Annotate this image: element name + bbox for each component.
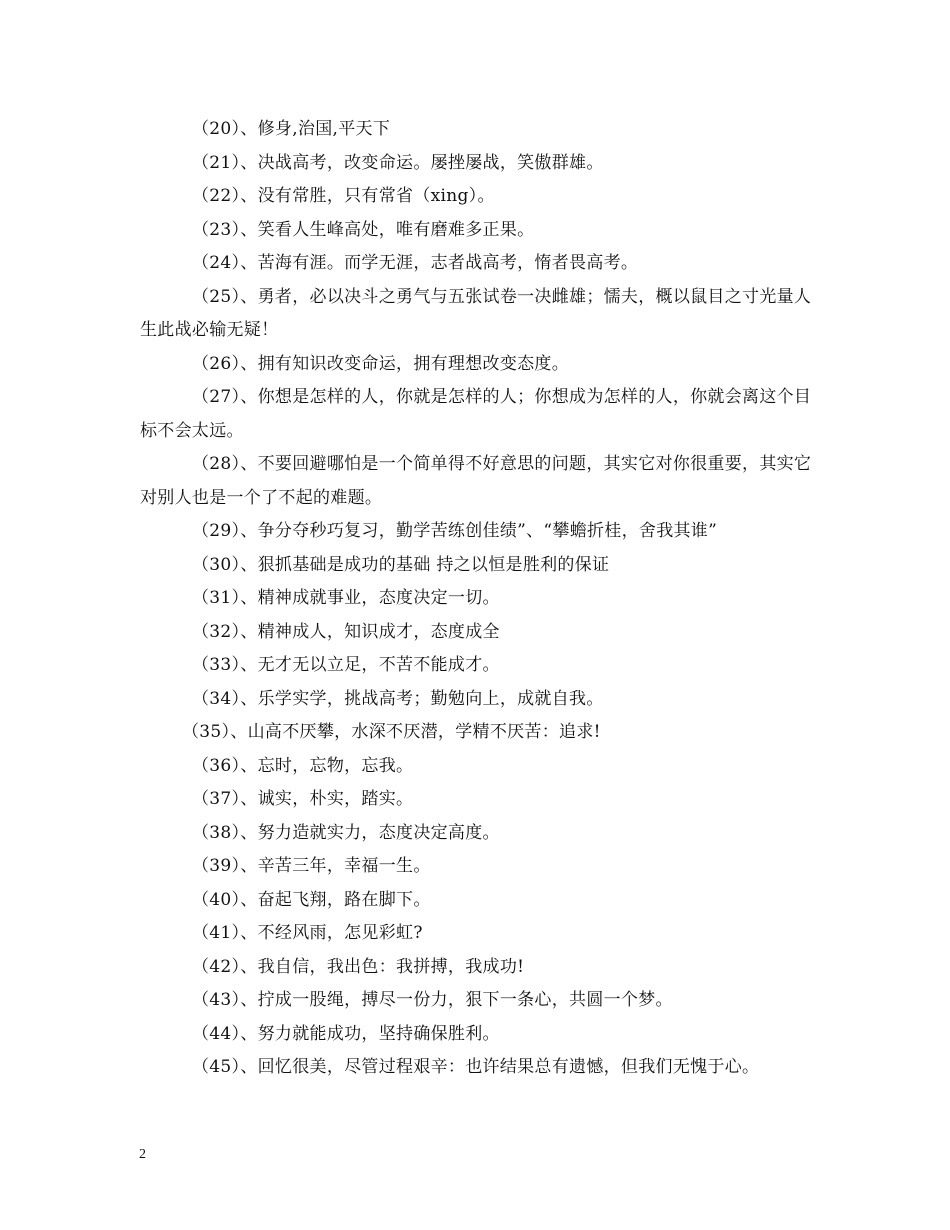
list-item: （36）、忘时，忘物，忘我。: [192, 755, 414, 776]
list-item: （40）、奋起飞翔，路在脚下。: [192, 889, 431, 910]
document-body: [140, 113, 815, 1085]
list-item: （35）、山高不厌攀，水深不厌潜，学精不厌苦：追求!: [182, 722, 601, 742]
list-item: （31）、精神成就事业，态度决定一切。: [192, 588, 500, 608]
list-item: （21）、决战高考，改变命运。屡挫屡战，笑傲群雄。: [192, 152, 604, 173]
list-item: （39）、辛苦三年，幸福一生。: [192, 856, 431, 876]
list-item: （32）、精神成人，知识成才，态度成全: [192, 621, 500, 642]
list-item: （24）、苦海有涯。而学无涯，志者战高考，惰者畏高考。: [192, 253, 639, 273]
list-item: （34）、乐学实学，挑战高考；勤勉向上，成就自我。: [192, 688, 604, 709]
list-item: （44）、努力就能成功，坚持确保胜利。: [192, 1023, 500, 1044]
list-item: （42）、我自信，我出色：我拼搏，我成功!: [192, 956, 525, 977]
list-item: （25）、勇者，必以决斗之勇气与五张试卷一决雌雄；懦夫，概以鼠目之寸光量人生此战必输无疑！: [140, 286, 812, 340]
list-item: （29）、争分夺秒巧复习，勤学苦练创佳绩”、“攀蟾折桂，舍我其谁”: [192, 521, 718, 541]
list-item: （37）、诚实，朴实，踏实。: [192, 789, 414, 809]
list-item: （22）、没有常胜，只有常省（xing）。: [192, 186, 495, 206]
list-item: （33）、无才无以立足，不苦不能成才。: [192, 655, 500, 675]
page-number: 2: [139, 1147, 146, 1162]
list-item: （43）、拧成一股绳，搏尽一份力，狠下一条心，共圆一个梦。: [192, 990, 673, 1010]
list-item: （23）、笑看人生峰高处，唯有磨难多正果。: [192, 219, 535, 240]
list-item: （28）、不要回避哪怕是一个简单得不好意思的问题，其实它对你很重要，其实它对别人也是一个了不起的难题。: [140, 454, 812, 508]
list-item: （38）、努力造就实力，态度决定高度。: [192, 822, 500, 843]
list-item: （20）、修身,治国,平天下: [192, 119, 391, 139]
list-item: （45）、回忆很美，尽管过程艰辛：也许结果总有遗憾，但我们无愧于心。: [192, 1057, 760, 1077]
list-item: （30）、狠抓基础是成功的基础 持之以恒是胜利的保证: [192, 554, 610, 575]
list-item: （27）、你想是怎样的人，你就是怎样的人；你想成为怎样的人，你就会离这个目标不会太远。: [140, 387, 812, 441]
list-item: （41）、不经风雨，怎见彩虹?: [192, 923, 423, 943]
list-item: （26）、拥有知识改变命运，拥有理想改变态度。: [192, 353, 570, 374]
